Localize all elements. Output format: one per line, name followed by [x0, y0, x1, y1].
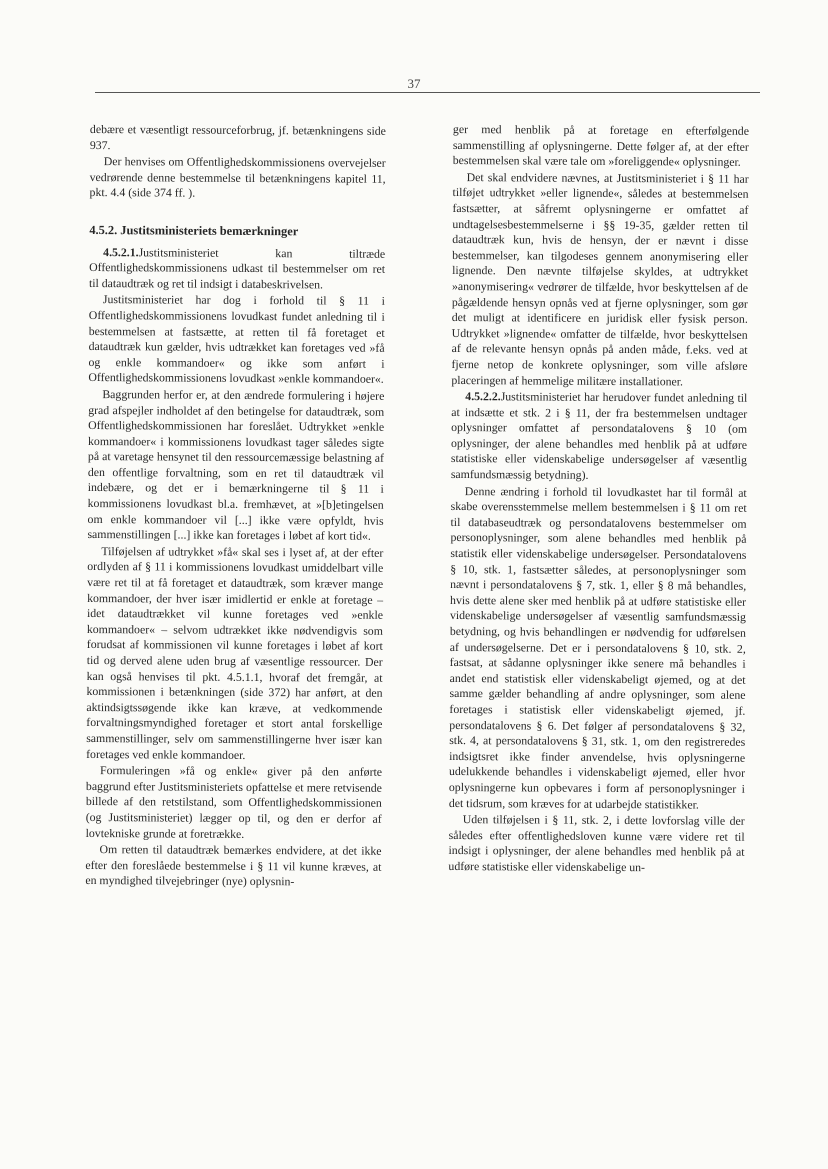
paragraph: Tilføjelsen af udtrykket »få« skal ses i lyset af, at der efter ordlyden af § 11 i kommissionens lovudkast umiddelbart ville være ret til at få foretaget et dataudtræk, som kræver mange kommandoer, der hver især imidlertid er enkle at foretage – idet dataudtrækket vil kunne foretages ved »enkle kommandoer« – selvom udtrækket ikke nødvendigvis som forudsat af kommissionen vil kunne foretages i løbet af kort tid og derved alene uden brug af væsentlige ressourcer. Der kan også henvises til pkt. 4.5.1.1, hvoraf det fremgår, at kommissionen i betænkningen (side 372) har anført, at den aktindsigtssøgende ikke kan kræve, at vedkommende forvaltningsmyndighed foretager et stort antal forskellige sammenstillinger, selv om sammenstillingerne hver især kan foretages ved enkle kommandoer. — [86, 543, 384, 762]
paragraph: Justitsministeriet har dog i forhold til § 11 i Offentlighedskommissionens lovudkast fundet anledning til i bestemmelsen at fastsætte, at retten til få foretaget et dataudtræk kun gælder, hvis udtrækket kan foretages ved »få og enkle kommandoer« og ikke som anført i Offentlighedskommissionens lovudkast »enkle kommandoer«. — [88, 292, 385, 387]
paragraph: Denne ændring i forhold til lovudkastet har til formål at skabe overensstemmelse mellem bestemmelsen i § 11 om ret til databaseudtræk og persondatalovens bestemmelser om personoplysninger, som alene behandles med henblik på statistik eller videnskabelige undersøgelser. Persondatalovens § 10, stk. 1, fastsætter således, at personoplysninger som nævnt i persondatalovens § 7, stk. 1, eller § 8 må behandles, hvis dette alene sker med henblik på at udføre statistiske eller videnskabelige undersøgelser af væsentlig samfundsmæssig betydning, og hvis behandlingen er nødvendig for udførelsen af undersøgelserne. Det er i persondatalovens § 10, stk. 2, fastsat, at sådanne oplysninger ikke senere må behandles i andet end statistisk eller videnskabeligt øjemed, og at det samme gælder behandling af andre oplysninger, som alene foretages i statistisk eller videnskabeligt øjemed, jf. persondatalovens § 6. Det følger af persondatalovens § 32, stk. 4, at persondatalovens § 31, stk. 1, om den registreredes indsigtsret ikke finder anvendelse, hvis oplysningerne udelukkende behandles i videnskabeligt øjemed, eller hvor oplysningerne kun opbevares i form af personoplysninger i det tidsrum, som kræves for at udarbejde statistikker. — [448, 483, 747, 812]
section-heading: 4.5.2. Justitsministeriets bemærkninger — [89, 222, 299, 239]
paragraph: Det skal endvidere nævnes, at Justitsministeriet i § 11 har tilføjet udtrykket »eller lignende«, således at bestemmelsen fastsætter, at såfremt oplysningerne er omfattet af undtagelsesbestemmelserne i §§ 19-35, gælder retten til dataudtræk kun, hvis de hensyn, der er nævnt i disse bestemmelser, kan tilgodeses gennem anonymisering eller lignende. Den nævnte tilføjelse skyldes, at udtrykket »anonymisering« vedrører de tilfælde, hvor beskyttelsen af de pågældende hensyn opnås ved at fjerne oplysninger, som gør det muligt at identificere en juridisk eller fysisk person. Udtrykket »lignende« omfatter de tilfælde, hvor beskyttelsen af de relevante hensyn opnås på anden måde, f.eks. ved at fjerne netop de konkrete oplysninger, som ville afsløre placeringen af hemmelige militære installationer. — [451, 169, 749, 388]
paragraph: Uden tilføjelsen i § 11, stk. 2, i dette lovforslag ville der således efter offentlighedsloven kunne være videre ret til indsigt i oplysninger, der alene behandles med henblik på at udføre statistiske eller videnskabelige un- — [448, 812, 745, 875]
paragraph: Baggrunden herfor er, at den ændrede formulering i højere grad afspejler indholdet af den betingelse for dataudtræk, som Offentlighedskommissionen har foreslået. Udtrykket »enkle kommandoer« i kommissionens lovudkast tager således sigte på at varetage hensynet til den ressourcemæssige belastning af den offentlige forvaltning, som en ret til dataudtræk vil indebære, og det er i bemærkningerne til § 11 i kommissionens lovudkast bl.a. fremhævet, at »[b]etingelsen om enkle kommandoer vil [...] ikke være opfyldt, hvis sammenstillingen [...] ikke kan foretages i løbet af kort tid«. — [87, 386, 385, 543]
header-rule — [95, 92, 760, 93]
page-number: 37 — [407, 76, 421, 91]
subsection-number: 4.5.2.1. — [103, 244, 139, 259]
paragraph: Formuleringen »få og enkle« giver på den anførte baggrund efter Justitsministeriets opfattelse et mere retvisende billede af den retstilstand, som Offentlighedskommissionen (og Justitsministeriet) lægger op til, og den er derfor af lovtekniske grunde at foretrække. — [85, 763, 383, 841]
paragraph-text: Justitsministeriet har herudover fundet anledning til at indsætte et stk. 2 i § 11, der fra bestemmelsen undtager oplysninger omfattet af persondatalovens § 10 (om oplysninger, der alene behandles med henblik på at udføre statistiske eller videnskabelige undersøgelser af væsentlig samfundsmæssig betydning). — [450, 389, 748, 482]
paragraph-text: Justitsministeriet kan tiltræde Offentlighedskommissionens udkast til bestemmelser om ret til dataudtræk og ret til indsigt i databeskrivelsen. — [88, 244, 386, 292]
left-column — [85, 122, 386, 891]
paragraph: ger med henblik på at foretage en efterfølgende sammenstilling af oplysningerne. Dette følger af, at der efter bestemmelsen skal være tale om »foreliggende« oplysninger. — [452, 122, 749, 169]
paragraph: Om retten til dataudtræk bemærkes endvidere, at det ikke efter den foreslåede bestemmelse i § 11 vil kunne kræves, at en myndighed tilvejebringer (nye) oplysnin- — [85, 842, 382, 889]
paragraph — [451, 389, 748, 484]
paragraph: Der henvises om Offentlighedskommissionens overvejelser vedrørende denne bestemmelse til betænkningens kapitel 11, pkt. 4.4 (side 374 ff. ). — [89, 154, 386, 201]
paragraph: debære et væsentligt ressourceforbrug, jf. betænkningens side 937. — [89, 122, 386, 152]
paragraph — [89, 245, 385, 294]
subsection-number: 4.5.2.2. — [465, 389, 501, 404]
right-column — [448, 122, 749, 876]
